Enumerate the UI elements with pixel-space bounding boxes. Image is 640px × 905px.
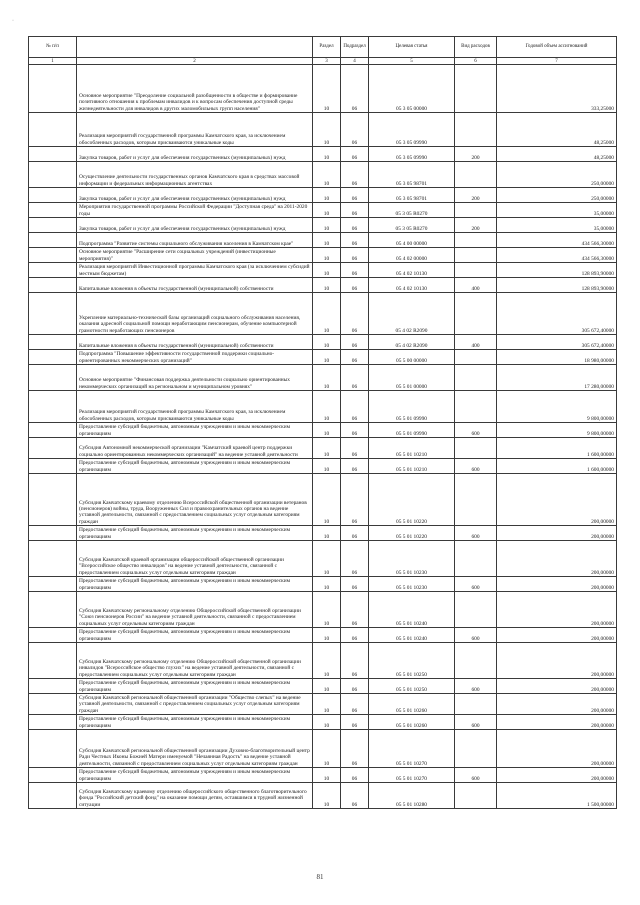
- row-expense-type-cell: 200: [455, 147, 497, 162]
- column-number: 1: [29, 58, 77, 65]
- row-expense-type-cell: [455, 233, 497, 248]
- row-number-cell: [29, 526, 77, 541]
- row-name-cell: Основное мероприятие "Расширение сети социальных учреждений (инвестиционные мероприятия)": [77, 248, 313, 263]
- row-amount-cell: 434 566,30000: [497, 233, 617, 248]
- row-subsection-cell: 06: [341, 577, 369, 592]
- row-section-cell: 10: [313, 715, 341, 730]
- table-row: [29, 474, 617, 526]
- row-subsection-cell: 06: [341, 293, 369, 335]
- table-row: [29, 391, 617, 423]
- row-target-article-cell: 05 5 01 10220: [369, 474, 455, 526]
- row-name-cell: Реализация мероприятий государственной программы Камчатского края, за исключением обособленных расходов, которым присваиваются уникальные коды: [77, 113, 313, 147]
- row-target-article-cell: 05 5 01 10260: [369, 694, 455, 715]
- row-expense-type-cell: 600: [455, 423, 497, 438]
- row-target-article-cell: 05 5 01 00000: [369, 365, 455, 391]
- row-section-cell: 10: [313, 423, 341, 438]
- row-subsection-cell: 06: [341, 248, 369, 263]
- row-target-article-cell: 05 5 01 10250: [369, 643, 455, 679]
- row-amount-cell: 128 893,90000: [497, 263, 617, 278]
- row-number-cell: [29, 474, 77, 526]
- row-amount-cell: 434 566,30000: [497, 248, 617, 263]
- table-row: [29, 526, 617, 541]
- row-subsection-cell: 06: [341, 628, 369, 643]
- row-amount-cell: 200,00000: [497, 679, 617, 694]
- row-expense-type-cell: [455, 365, 497, 391]
- header-section: Раздел: [313, 37, 341, 58]
- row-number-cell: [29, 278, 77, 293]
- row-number-cell: [29, 438, 77, 459]
- row-name-cell: Субсидия Камчатскому краевому отделению Всероссийской общественной организации ветеранов (пенсионеров) войны, труда, Вооруженных Сил и правоохранительных органов на ведение уставной деятельности, связанной с предоставлением социальных услуг отдельным категориям граждан: [77, 474, 313, 526]
- row-subsection-cell: 06: [341, 783, 369, 809]
- table-row: [29, 218, 617, 233]
- row-name-cell: Основное мероприятие "Преодоление социальной разобщенности в обществе и формирование позитивного отношения к проблемам инвалидов и к вопросам обеспечения доступной среды жизнедеятельности для инвалидов в других маломобильных групп населения": [77, 65, 313, 113]
- row-section-cell: 10: [313, 679, 341, 694]
- row-amount-cell: 200,00000: [497, 643, 617, 679]
- row-amount-cell: 48,25000: [497, 147, 617, 162]
- row-section-cell: 10: [313, 730, 341, 768]
- table-row: [29, 293, 617, 335]
- row-amount-cell: 305 672,40000: [497, 293, 617, 335]
- row-target-article-cell: 05 5 01 10210: [369, 459, 455, 474]
- row-subsection-cell: 06: [341, 203, 369, 218]
- column-number: 2: [77, 58, 313, 65]
- row-section-cell: 10: [313, 526, 341, 541]
- row-target-article-cell: 05 3 05 98701: [369, 188, 455, 203]
- row-amount-cell: 200,00000: [497, 577, 617, 592]
- row-subsection-cell: 06: [341, 162, 369, 188]
- row-section-cell: 10: [313, 643, 341, 679]
- row-amount-cell: 305 672,40000: [497, 335, 617, 350]
- row-section-cell: 10: [313, 474, 341, 526]
- row-amount-cell: 200,00000: [497, 694, 617, 715]
- row-subsection-cell: 06: [341, 768, 369, 783]
- row-subsection-cell: 06: [341, 694, 369, 715]
- row-amount-cell: 250,00000: [497, 188, 617, 203]
- row-subsection-cell: 06: [341, 730, 369, 768]
- row-target-article-cell: 05 4 02 R2090: [369, 293, 455, 335]
- row-target-article-cell: 05 4 02 00000: [369, 248, 455, 263]
- row-subsection-cell: 06: [341, 335, 369, 350]
- row-expense-type-cell: 600: [455, 768, 497, 783]
- row-amount-cell: 35,00000: [497, 203, 617, 218]
- row-target-article-cell: 05 5 01 10230: [369, 541, 455, 577]
- row-expense-type-cell: 200: [455, 188, 497, 203]
- header-name: [77, 37, 313, 58]
- row-number-cell: [29, 162, 77, 188]
- row-name-cell: Предоставление субсидий бюджетным, автономным учреждениям и иным некоммерческим организациям: [77, 423, 313, 438]
- row-number-cell: [29, 768, 77, 783]
- row-target-article-cell: 05 5 00 00000: [369, 350, 455, 365]
- row-target-article-cell: 05 5 01 10270: [369, 768, 455, 783]
- row-target-article-cell: 05 5 01 09990: [369, 423, 455, 438]
- row-section-cell: 10: [313, 365, 341, 391]
- row-number-cell: [29, 233, 77, 248]
- table-row: [29, 541, 617, 577]
- row-name-cell: Предоставление субсидий бюджетным, автономным учреждениям и иным некоммерческим организациям: [77, 526, 313, 541]
- row-name-cell: Субсидия Камчатскому региональному отделению Общероссийской общественной организации "Союз пенсионеров России" на ведение уставной деятельности, связанной с предоставлением социальных услуг отдельным категориям граждан: [77, 592, 313, 628]
- header-expense-type: Вид расходов: [455, 37, 497, 58]
- row-expense-type-cell: [455, 162, 497, 188]
- row-section-cell: 10: [313, 293, 341, 335]
- column-number: 4: [341, 58, 369, 65]
- row-expense-type-cell: [455, 643, 497, 679]
- row-target-article-cell: 05 3 05 R0270: [369, 218, 455, 233]
- row-amount-cell: 200,00000: [497, 474, 617, 526]
- row-number-cell: [29, 350, 77, 365]
- row-subsection-cell: 06: [341, 218, 369, 233]
- row-amount-cell: 9 800,00000: [497, 423, 617, 438]
- row-expense-type-cell: [455, 783, 497, 809]
- row-subsection-cell: 06: [341, 350, 369, 365]
- row-target-article-cell: 05 5 01 10270: [369, 730, 455, 768]
- table-row: [29, 643, 617, 679]
- row-subsection-cell: 06: [341, 278, 369, 293]
- column-number: 5: [369, 58, 455, 65]
- row-name-cell: Подпрограмма "Повышение эффективности государственной поддержки социально-ориентированных некоммерческих организаций": [77, 350, 313, 365]
- row-section-cell: 10: [313, 113, 341, 147]
- row-name-cell: Закупка товаров, работ и услуг для обеспечения государственных (муниципальных) нужд: [77, 188, 313, 203]
- table-row: [29, 768, 617, 783]
- row-number-cell: [29, 293, 77, 335]
- row-expense-type-cell: 600: [455, 577, 497, 592]
- row-amount-cell: 1 600,00000: [497, 459, 617, 474]
- row-target-article-cell: 05 4 02 R2090: [369, 335, 455, 350]
- row-target-article-cell: 05 3 05 09990: [369, 147, 455, 162]
- row-number-cell: [29, 65, 77, 113]
- row-name-cell: Субсидия Камчатскому региональному отделению Общероссийской общественной организации инвалидов "Всероссийское общество глухих" на ведение уставной деятельности, связанной с предоставлением социальных услуг отдельным категориям граждан: [77, 643, 313, 679]
- header-target-article: Целевая статья: [369, 37, 455, 58]
- row-number-cell: [29, 423, 77, 438]
- row-expense-type-cell: [455, 730, 497, 768]
- table-row: [29, 113, 617, 147]
- row-name-cell: Предоставление субсидий бюджетным, автономным учреждениям и иным некоммерческим организациям: [77, 577, 313, 592]
- row-section-cell: 10: [313, 278, 341, 293]
- row-expense-type-cell: [455, 113, 497, 147]
- table-row: [29, 423, 617, 438]
- row-target-article-cell: 05 3 05 09990: [369, 113, 455, 147]
- row-expense-type-cell: 200: [455, 218, 497, 233]
- row-expense-type-cell: [455, 248, 497, 263]
- row-number-cell: [29, 147, 77, 162]
- row-amount-cell: 48,25000: [497, 113, 617, 147]
- row-target-article-cell: 05 5 01 10260: [369, 715, 455, 730]
- row-subsection-cell: 06: [341, 233, 369, 248]
- row-target-article-cell: 05 4 00 00000: [369, 233, 455, 248]
- row-amount-cell: 200,00000: [497, 730, 617, 768]
- row-subsection-cell: 06: [341, 423, 369, 438]
- row-number-cell: [29, 783, 77, 809]
- row-section-cell: 10: [313, 438, 341, 459]
- table-row: [29, 783, 617, 809]
- table-row: [29, 365, 617, 391]
- row-name-cell: Субсидия Автономной некоммерческой организации "Камчатский краевой центр поддержки социально ориентированных некоммерческих организаций" на ведение уставной деятельности: [77, 438, 313, 459]
- row-name-cell: Предоставление субсидий бюджетным, автономным учреждениям и иным некоммерческим организациям: [77, 679, 313, 694]
- row-subsection-cell: 06: [341, 438, 369, 459]
- row-name-cell: Реализация мероприятий государственной программы Камчатского края, за исключением обособленных расходов, которым присваиваются уникальные коды: [77, 391, 313, 423]
- row-section-cell: 10: [313, 203, 341, 218]
- row-amount-cell: 200,00000: [497, 768, 617, 783]
- row-number-cell: [29, 335, 77, 350]
- table-row: [29, 715, 617, 730]
- row-amount-cell: 1 600,00000: [497, 438, 617, 459]
- row-name-cell: Закупка товаров, работ и услуг для обеспечения государственных (муниципальных) нужд: [77, 147, 313, 162]
- row-number-cell: [29, 113, 77, 147]
- row-expense-type-cell: 400: [455, 278, 497, 293]
- table-row: [29, 203, 617, 218]
- row-subsection-cell: 06: [341, 365, 369, 391]
- row-subsection-cell: 06: [341, 147, 369, 162]
- row-expense-type-cell: [455, 541, 497, 577]
- row-subsection-cell: 06: [341, 679, 369, 694]
- row-expense-type-cell: 600: [455, 715, 497, 730]
- row-subsection-cell: 06: [341, 643, 369, 679]
- row-section-cell: 10: [313, 335, 341, 350]
- row-expense-type-cell: [455, 263, 497, 278]
- row-number-cell: [29, 592, 77, 628]
- table-row: [29, 438, 617, 459]
- row-number-cell: [29, 248, 77, 263]
- row-subsection-cell: 06: [341, 188, 369, 203]
- row-target-article-cell: 05 5 01 09990: [369, 391, 455, 423]
- row-expense-type-cell: [455, 474, 497, 526]
- header-num: № п/п: [29, 37, 77, 58]
- row-expense-type-cell: [455, 293, 497, 335]
- row-subsection-cell: 06: [341, 65, 369, 113]
- table-body: [29, 65, 617, 809]
- row-target-article-cell: 05 3 05 00000: [369, 65, 455, 113]
- table-header-row: [29, 37, 617, 58]
- table-row: [29, 147, 617, 162]
- row-amount-cell: 200,00000: [497, 526, 617, 541]
- row-section-cell: 10: [313, 147, 341, 162]
- row-section-cell: 10: [313, 263, 341, 278]
- row-section-cell: 10: [313, 768, 341, 783]
- row-name-cell: Предоставление субсидий бюджетным, автономным учреждениям и иным некоммерческим организациям: [77, 628, 313, 643]
- row-target-article-cell: 05 5 01 10220: [369, 526, 455, 541]
- table-row: [29, 730, 617, 768]
- column-number: 3: [313, 58, 341, 65]
- row-name-cell: Укрепление материально-технической базы организаций социального обслуживания населения, оказания адресной социальной помощи неработающим пенсионерам, обучение компьютерной грамотности неработающих пенсионеров: [77, 293, 313, 335]
- row-name-cell: Субсидия Камчатской региональной общественной организации Духовно-благотворительный центр Ради Честных Иконы Божией Матери именуемой "Нечаянная Радость" на ведение уставной деятельности, связанной с предоставлением социальных услуг отдельным категориям граждан: [77, 730, 313, 768]
- row-number-cell: [29, 203, 77, 218]
- row-section-cell: 10: [313, 391, 341, 423]
- row-expense-type-cell: 600: [455, 526, 497, 541]
- row-section-cell: 10: [313, 783, 341, 809]
- table-row: [29, 278, 617, 293]
- row-name-cell: Подпрограмма "Развитие системы социального обслуживания населения в Камчатском крае": [77, 233, 313, 248]
- row-name-cell: Реализация мероприятий Инвестиционной программы Камчатского края (за исключением субсидий местным бюджетам): [77, 263, 313, 278]
- row-name-cell: Закупка товаров, работ и услуг для обеспечения государственных (муниципальных) нужд: [77, 218, 313, 233]
- row-subsection-cell: 06: [341, 391, 369, 423]
- header-subsection: Подраздел: [341, 37, 369, 58]
- row-target-article-cell: 05 5 01 10240: [369, 628, 455, 643]
- budget-allocation-table: [28, 36, 617, 809]
- row-amount-cell: 200,00000: [497, 715, 617, 730]
- row-number-cell: [29, 365, 77, 391]
- row-number-cell: [29, 694, 77, 715]
- row-amount-cell: 333,25000: [497, 65, 617, 113]
- row-amount-cell: 17 280,00000: [497, 365, 617, 391]
- row-target-article-cell: 05 3 05 R0270: [369, 203, 455, 218]
- table-row: [29, 577, 617, 592]
- row-name-cell: Осуществление деятельности государственных органов Камчатского края в средствах массовой информации и федеральных информационных агентствах: [77, 162, 313, 188]
- row-expense-type-cell: [455, 391, 497, 423]
- row-section-cell: 10: [313, 162, 341, 188]
- row-name-cell: Предоставление субсидий бюджетным, автономным учреждениям и иным некоммерческим организациям: [77, 459, 313, 474]
- row-number-cell: [29, 679, 77, 694]
- row-amount-cell: 18 980,00000: [497, 350, 617, 365]
- table-row: [29, 233, 617, 248]
- row-expense-type-cell: [455, 592, 497, 628]
- row-subsection-cell: 06: [341, 113, 369, 147]
- row-section-cell: 10: [313, 577, 341, 592]
- row-section-cell: 10: [313, 188, 341, 203]
- table-row: [29, 592, 617, 628]
- row-expense-type-cell: [455, 694, 497, 715]
- row-target-article-cell: 05 5 01 10240: [369, 592, 455, 628]
- page-number: 81: [316, 873, 324, 881]
- row-number-cell: [29, 459, 77, 474]
- row-subsection-cell: 06: [341, 526, 369, 541]
- row-number-cell: [29, 577, 77, 592]
- row-number-cell: [29, 628, 77, 643]
- row-subsection-cell: 06: [341, 474, 369, 526]
- row-target-article-cell: 05 3 05 98701: [369, 162, 455, 188]
- row-expense-type-cell: [455, 65, 497, 113]
- table-row: [29, 65, 617, 113]
- table-row: [29, 162, 617, 188]
- row-name-cell: Субсидия Камчатскому краевому отделению общероссийского общественного благотворительного фонда "Российский детский фонд" на оказание помощи детям, оставшимся в трудной жизненной ситуации: [77, 783, 313, 809]
- row-target-article-cell: 05 5 01 10230: [369, 577, 455, 592]
- table-row: [29, 350, 617, 365]
- column-number-row: [29, 58, 617, 65]
- table-row: [29, 679, 617, 694]
- row-section-cell: 10: [313, 628, 341, 643]
- row-number-cell: [29, 730, 77, 768]
- row-name-cell: Субсидия Камчатской краевой организации общероссийской общественной организации "Всероссийское общество инвалидов" на ведение уставной деятельности, связанной с предоставлением социальных услуг отдельным категориям граждан: [77, 541, 313, 577]
- row-amount-cell: 200,00000: [497, 592, 617, 628]
- row-amount-cell: 200,00000: [497, 541, 617, 577]
- row-expense-type-cell: [455, 350, 497, 365]
- row-section-cell: 10: [313, 592, 341, 628]
- row-section-cell: 10: [313, 233, 341, 248]
- row-number-cell: [29, 188, 77, 203]
- row-subsection-cell: 06: [341, 541, 369, 577]
- table-row: [29, 694, 617, 715]
- row-section-cell: 10: [313, 541, 341, 577]
- row-subsection-cell: 06: [341, 592, 369, 628]
- column-number: 6: [455, 58, 497, 65]
- table-row: [29, 263, 617, 278]
- table-row: [29, 335, 617, 350]
- row-target-article-cell: 05 4 02 10130: [369, 278, 455, 293]
- column-number: 7: [497, 58, 617, 65]
- row-section-cell: 10: [313, 218, 341, 233]
- row-amount-cell: 250,00000: [497, 162, 617, 188]
- row-number-cell: [29, 643, 77, 679]
- row-amount-cell: 128 893,90000: [497, 278, 617, 293]
- row-expense-type-cell: 600: [455, 628, 497, 643]
- header-annual-volume: Годовой объем ассигнований: [497, 37, 617, 58]
- row-expense-type-cell: 600: [455, 679, 497, 694]
- row-amount-cell: 1 500,00000: [497, 783, 617, 809]
- table-row: [29, 459, 617, 474]
- table-row: [29, 248, 617, 263]
- row-expense-type-cell: 600: [455, 459, 497, 474]
- row-target-article-cell: 05 4 02 10130: [369, 263, 455, 278]
- row-name-cell: Капитальные вложения в объекты государственной (муниципальной) собственности: [77, 278, 313, 293]
- row-name-cell: Субсидия Камчатской региональной общественной организации "Общество слепых" на ведение уставной деятельности, связанной с предоставлением социальных услуг отдельным категориям граждан: [77, 694, 313, 715]
- row-name-cell: Основное мероприятие "Финансовая поддержка деятельности социально ориентированных некоммерческих организаций на региональном и муниципальном уровнях": [77, 365, 313, 391]
- table-row: [29, 188, 617, 203]
- row-section-cell: 10: [313, 350, 341, 365]
- row-section-cell: 10: [313, 459, 341, 474]
- table-row: [29, 628, 617, 643]
- row-section-cell: 10: [313, 65, 341, 113]
- row-amount-cell: 200,00000: [497, 628, 617, 643]
- row-expense-type-cell: [455, 203, 497, 218]
- row-subsection-cell: 06: [341, 715, 369, 730]
- scan-corner-mark: ·: [12, 18, 14, 24]
- row-number-cell: [29, 218, 77, 233]
- row-amount-cell: 9 800,00000: [497, 391, 617, 423]
- row-expense-type-cell: [455, 438, 497, 459]
- row-amount-cell: 35,00000: [497, 218, 617, 233]
- row-subsection-cell: 06: [341, 459, 369, 474]
- row-number-cell: [29, 715, 77, 730]
- row-subsection-cell: 06: [341, 263, 369, 278]
- row-name-cell: Предоставление субсидий бюджетным, автономным учреждениям и иным некоммерческим организациям: [77, 715, 313, 730]
- row-name-cell: Капитальные вложения в объекты государственной (муниципальной) собственности: [77, 335, 313, 350]
- row-number-cell: [29, 541, 77, 577]
- row-number-cell: [29, 263, 77, 278]
- row-section-cell: 10: [313, 694, 341, 715]
- row-section-cell: 10: [313, 248, 341, 263]
- row-name-cell: Мероприятия государственной программы Российской Федерации "Доступная среда" на 2011-2020 годы: [77, 203, 313, 218]
- row-target-article-cell: 05 5 01 10250: [369, 679, 455, 694]
- row-number-cell: [29, 391, 77, 423]
- row-expense-type-cell: 400: [455, 335, 497, 350]
- row-name-cell: Предоставление субсидий бюджетным, автономным учреждениям и иным некоммерческим организациям: [77, 768, 313, 783]
- row-target-article-cell: 05 5 01 10280: [369, 783, 455, 809]
- row-target-article-cell: 05 5 01 10210: [369, 438, 455, 459]
